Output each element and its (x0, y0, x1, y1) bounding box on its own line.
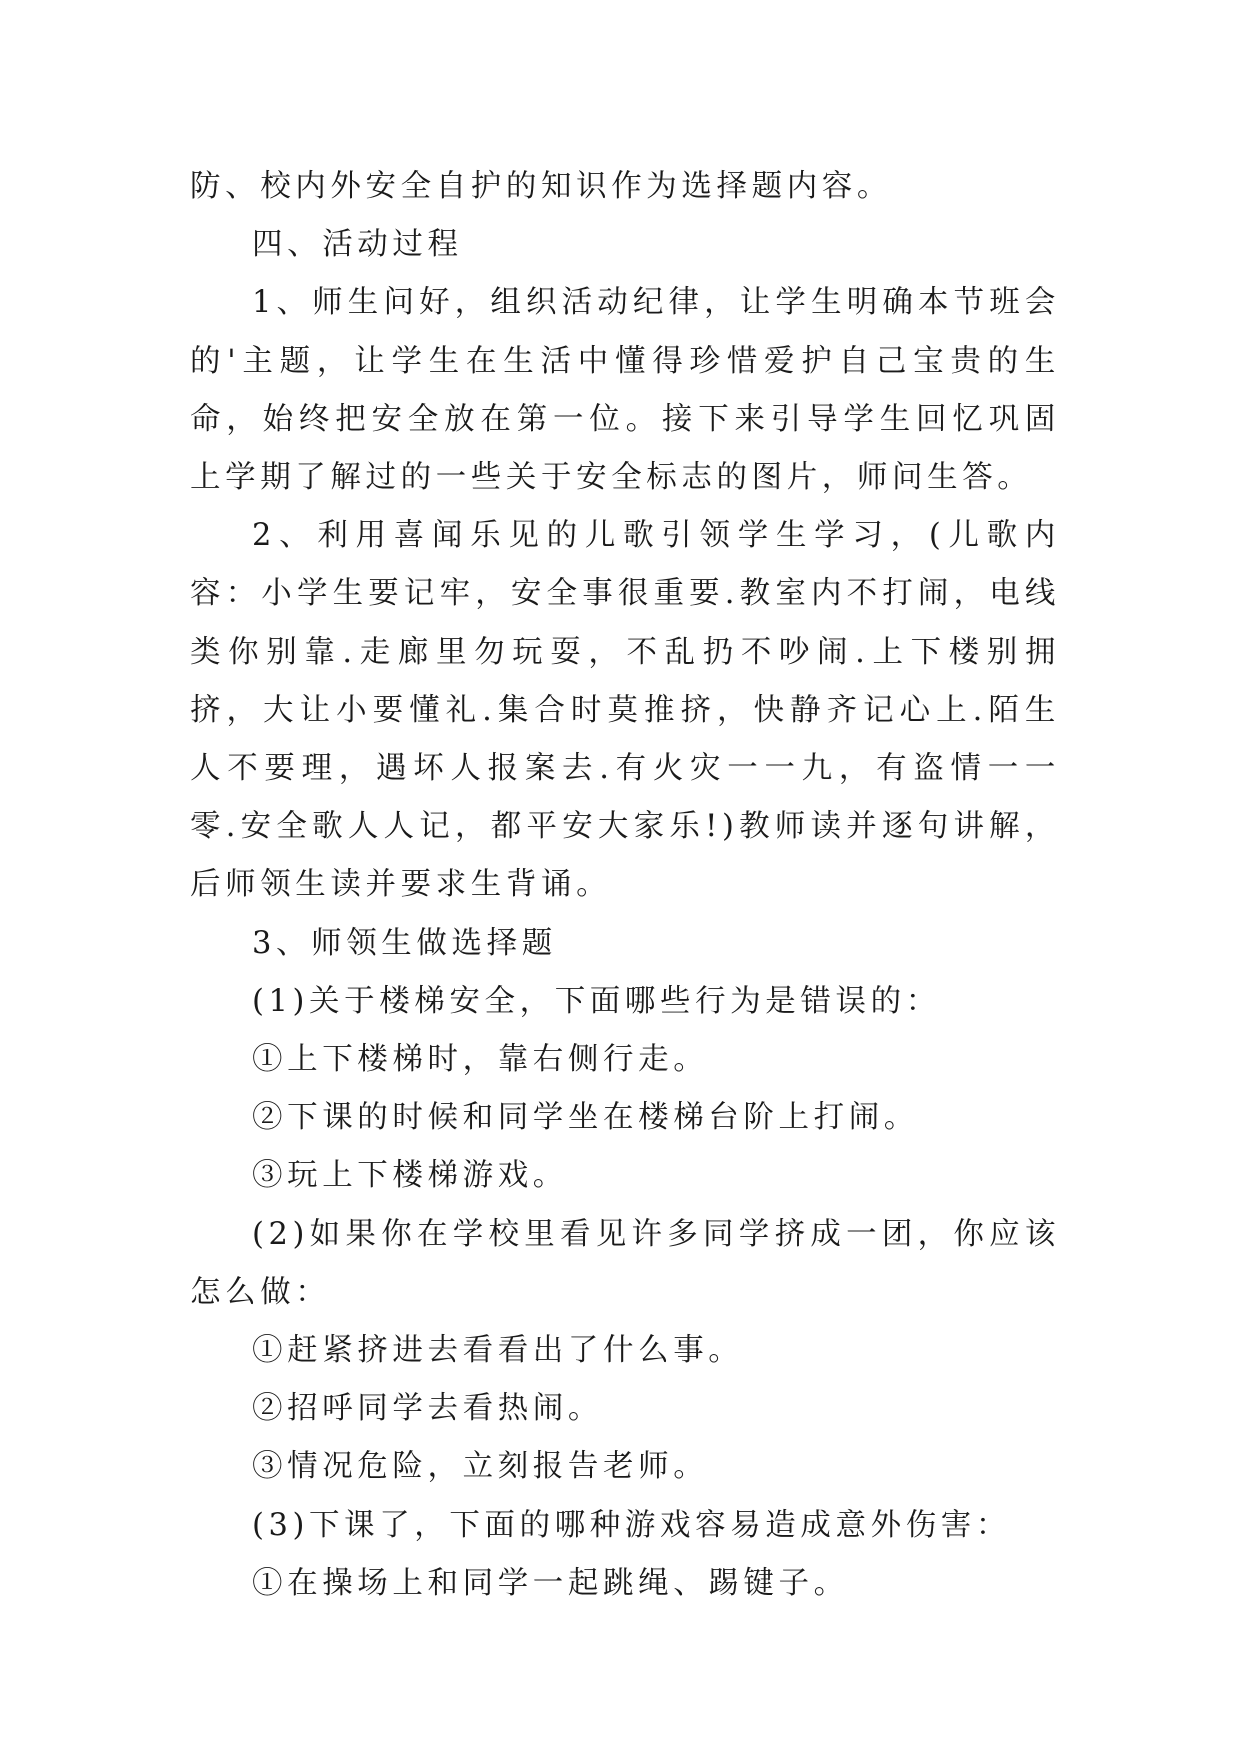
question: (2)如果你在学校里看见许多同学挤成一团，你应该怎么做： (190, 1216, 1060, 1310)
paragraph: 1、师生问好，组织活动纪律，让学生明确本节班会的'主题，让学生在生活中懂得珍惜爱护自己宝贵的生命，始终把安全放在第一位。接下来引导学生回忆巩固上学期了解过的一些关于安全标志的图片，师问生答。 (190, 285, 1060, 496)
option: ①上下楼梯时，靠右侧行走。 (252, 1042, 709, 1078)
section-heading: 四、活动过程 (252, 227, 463, 263)
option: ③玩上下楼梯游戏。 (252, 1158, 568, 1194)
option: ①在操场上和同学一起跳绳、踢键子。 (252, 1565, 849, 1601)
paragraph: 2、利用喜闻乐见的儿歌引领学生学习，(儿歌内容：小学生要记牢，安全事很重要.教室内不打闹，电线类你别靠.走廊里勿玩耍，不乱扔不吵闹.上下楼别拥挤，大让小要懂礼.集合时莫推挤，快静齐记心上.陌生人不要理，遇坏人报案去.有火灾一一九，有盗情一一零.安全歌人人记，都平安大家乐!)教师读并逐句讲解，后师领生读并要求生背诵。 (190, 518, 1060, 903)
document-body (190, 158, 1060, 1613)
question: (3)下课了，下面的哪种游戏容易造成意外伤害： (252, 1507, 1012, 1543)
paragraph: 3、师领生做选择题 (252, 925, 557, 961)
option: ②招呼同学去看热闹。 (252, 1391, 603, 1427)
option: ③情况危险，立刻报告老师。 (252, 1449, 709, 1485)
option: ②下课的时候和同学坐在楼梯台阶上打闹。 (252, 1100, 919, 1136)
question: (1)关于楼梯安全，下面哪些行为是错误的： (252, 983, 941, 1019)
paragraph: 防、校内外安全自护的知识作为选择题内容。 (190, 169, 892, 204)
option: ①赶紧挤进去看看出了什么事。 (252, 1333, 744, 1369)
